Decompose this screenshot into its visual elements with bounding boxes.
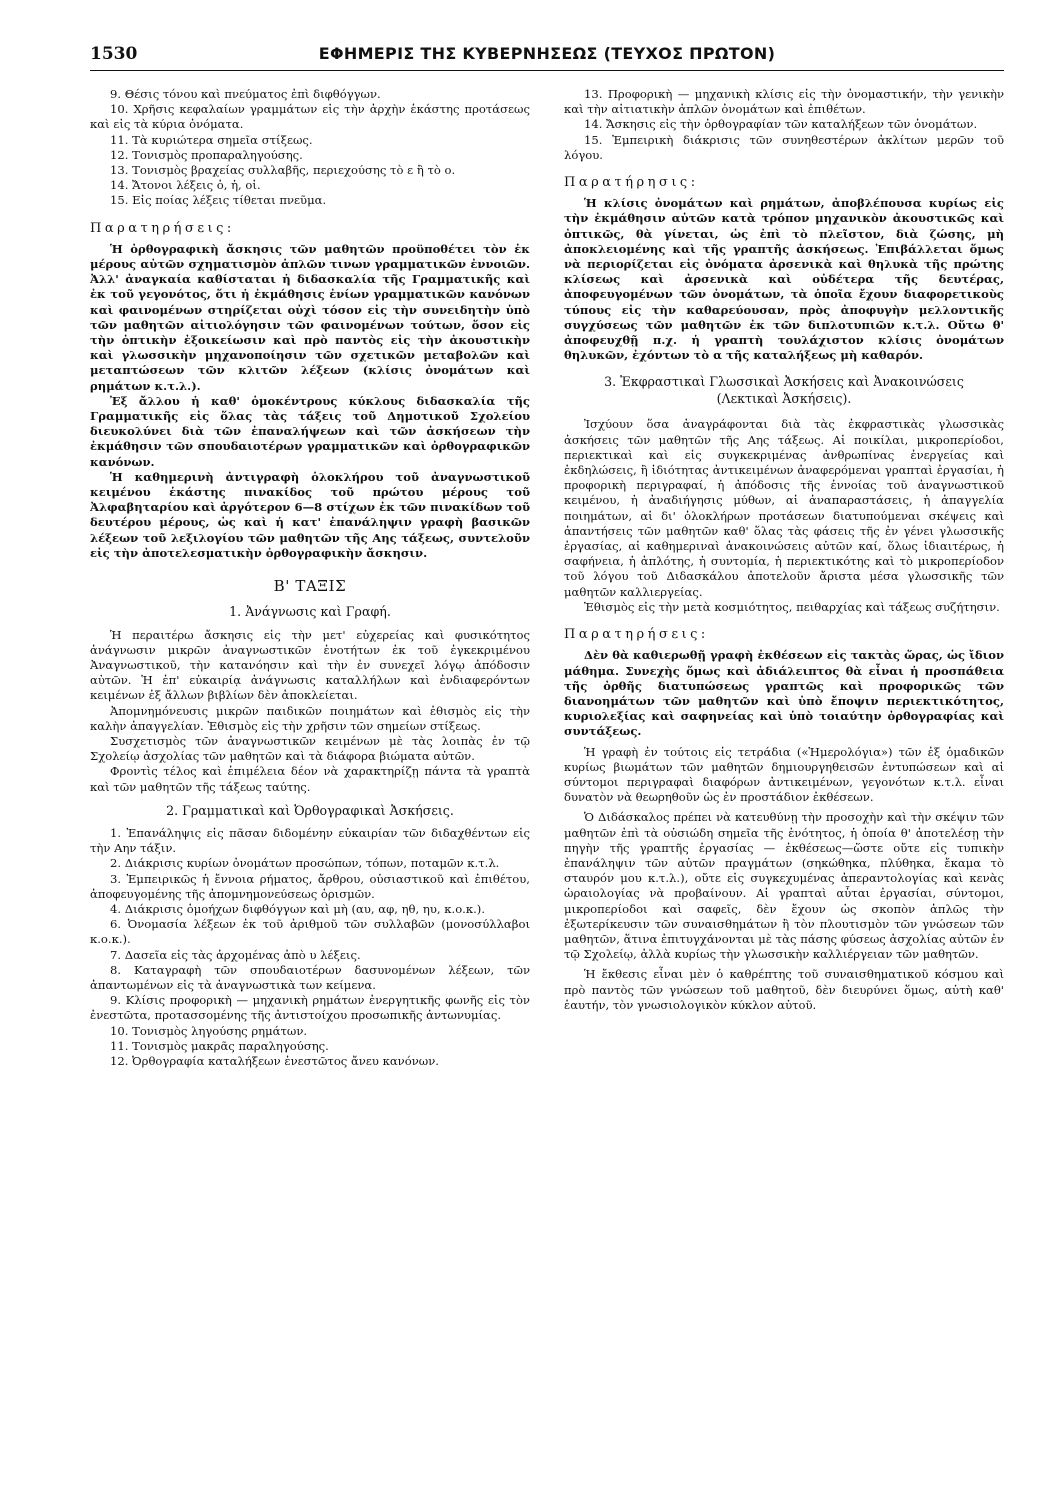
remarks-paragraph: Ἡ καθημερινὴ ἀντιγραφὴ ὁλοκλήρου τοῦ ἀναγνωστικοῦ κειμένου ἑκάστης πινακίδος τοῦ πρώτου μέρους τοῦ Ἀλφαβηταρίου καὶ ἀργότερον 6—8 στίχων ἐκ τῶν πινακίδων τοῦ δευτέρου μέρους, ὡς καὶ ἡ κατ' ἐπανάληψιν γραφὴ βασικῶν λέξεων τοῦ λεξιλογίου τῶν μαθητῶν τῆς Αης τάξεως, συντελοῦν εἰς τὴν ἀποτελεσματικὴν ὀρθογραφικὴν ἄσκησιν. [90,469,530,560]
list-item: 15. Εἰς ποίας λέξεις τίθεται πνεῦμα. [110,193,327,208]
list-item: 13. Τονισμὸς βραχείας συλλαβῆς, περιεχούσης τὸ ε ἢ τὸ ο. [110,163,456,178]
remark-paragraph: Ἡ κλίσις ὀνομάτων καὶ ρημάτων, ἀποβλέπουσα κυρίως εἰς τὴν ἐκμάθησιν αὐτῶν κατὰ τρόπον μηχανικὸν ἀκουστικῶς καὶ ὀπτικῶς, θὰ γίνεται, ὡς ἐπὶ τὸ πλεῖστον, διὰ ζώσης, μὴ ἀποκλειομένης καὶ τῆς γραπτῆς ἀσκήσεως. Ἐπιβάλλεται ὅμως νὰ περιορίζεται εἰς ὀνόματα ἀρσενικὰ καὶ θηλυκὰ τῆς πρώτης κλίσεως καὶ ἀρσενικὰ καὶ οὐδέτερα τῆς δευτέρας, ἀποφευγομένων τῶν ὀνομάτων, τὰ ὁποῖα ἔχουν διαφορετικοὺς τύπους εἰς τὴν καθαρεύουσαν, πρὸς ἀποφυγὴν μελλοντικῆς συγχύσεως τῶν μαθητῶν ἐκ τῶν διπλοτυπιῶν κ.τ.λ. Οὕτω θ' ἀποφευχθῇ π.χ. ἡ γραπτὴ τουλάχιστον κλίσις ὀνομάτων θηλυκῶν, ἐχόντων τὸ α τῆς καταλήξεως μὴ καθαρόν. [564,196,1004,363]
subsection-title: 1. Ἀνάγνωσις καὶ Γραφή. [229,604,391,620]
remarks-paragraph: Δὲν θὰ καθιερωθῇ γραφὴ ἐκθέσεων εἰς τακτὰς ὥρας, ὡς ἴδιον μάθημα. Συνεχὴς ὅμως καὶ ἀδιάλειπτος θὰ εἶναι ἡ προσπάθεια τῆς ὀρθῆς διατυπώσεως γραπτῶς καὶ προφορικῶς τῶν διανοημάτων τῶν μαθητῶν καὶ ὑπὸ ἔποψιν περιεκτικότητος, κυριολεξίας καὶ σαφηνείας καὶ ὑπὸ τοιαύτην ὀρθογραφίας καὶ συντάξεως. [564,648,1004,739]
body-paragraph: Ἡ περαιτέρω ἄσκησις εἰς τὴν μετ' εὐχερείας καὶ φυσικότητος ἀνάγνωσιν μικρῶν ἀναγνωστικῶν ἑνοτήτων ἐκ τοῦ ἐγκεκριμένου Ἀναγνωστικοῦ, τὴν κατανόησιν καὶ τὴν ἐν συνεχεῖ λόγῳ ἀπόδοσιν αὐτῶν. Ἡ ἐπ' εὐκαιρίᾳ ἀνάγνωσις καταλλήλων καὶ ἐνδιαφερόντων κειμένων ἐξ ἄλλων βιβλίων δὲν ἀποκλείεται. [90,627,530,703]
list-item: 14. Ἄσκησις εἰς τὴν ὀρθογραφίαν τῶν καταλήξεων τῶν ὀνομάτων. [584,117,978,132]
list-item: 15. Ἐμπειρικὴ διάκρισις τῶν συνηθεστέρων ἀκλίτων μερῶν τοῦ λόγου. [564,132,1004,162]
right-top-list [564,87,1004,163]
grammar-exercises-list [90,826,530,1069]
subsection-title: 3. Ἐκφραστικαὶ Γλωσσικαὶ Ἀσκήσεις καὶ Ἀνακοινώσεις (Λεκτικαὶ Ἀσκήσεις). [604,374,964,407]
right-column [564,87,1004,1069]
list-item: 10. Τονισμὸς ληγούσης ρημάτων. [110,1023,308,1038]
list-item: 6. Ὀνομασία λέξεων ἐκ τοῦ ἀριθμοῦ τῶν συλλαβῶν (μονοσύλλαβοι κ.ο.κ.). [90,917,530,947]
page-number: 1530 [90,44,138,64]
list-item: 11. Τονισμὸς μακρᾶς παραληγούσης. [110,1038,329,1053]
body-paragraph: Συσχετισμὸς τῶν ἀναγνωστικῶν κειμένων μὲ τὰς λοιπὰς ἐν τῷ Σχολείῳ ἀσχολίας τῶν μαθητῶν καὶ τὰ διάφορα βιώματα αὐτῶν. [90,733,530,764]
remark-heading: Παρατήρησις: [564,175,699,191]
page-header [90,38,1004,71]
remarks-heading: Παρατηρήσεις: [564,627,709,643]
list-item: 1. Ἐπανάληψις εἰς πᾶσαν διδομένην εὐκαιρίαν τῶν διδαχθέντων εἰς τὴν Αην τάξιν. [90,825,530,856]
remarks-paragraph: Ἡ ἔκθεσις εἶναι μὲν ὁ καθρέπτης τοῦ συναισθηματικοῦ κόσμου καὶ πρὸ παντὸς τῶν γνώσεων τοῦ μαθητοῦ, δὲν διευρύνει ὅμως, αὐτὴ καθ' ἑαυτήν, τὸν γνωσιολογικὸν κύκλον αὐτοῦ. [564,967,1004,1012]
remarks-paragraph: Ἐξ ἄλλου ἡ καθ' ὁμοκέντρους κύκλους διδασκαλία τῆς Γραμματικῆς εἰς ὅλας τὰς τάξεις τοῦ Δημοτικοῦ Σχολείου διευκολύνει διὰ τῶν ἐπαναλήψεων καὶ τῶν ἀσκήσεων τὴν ἐκμάθησιν τῶν σπουδαιοτέρων γραμματικῶν καὶ ὀρθογραφικῶν κανόνων. [90,393,530,469]
list-item: 2. Διάκρισις κυρίων ὀνομάτων προσώπων, τόπων, ποταμῶν κ.τ.λ. [110,856,500,871]
remarks-paragraph: Ἡ γραφὴ ἐν τούτοις εἰς τετράδια («Ἡμερολόγια») τῶν ἐξ ὁμαδικῶν κυρίως βιωμάτων τῶν μαθητῶν δημιουργηθεισῶν ἐντυπώσεων καὶ αἱ σύντομοι περιγραφαὶ διαφόρων ἀντικειμένων, γεγονότων κ.τ.λ. εἶναι δυνατὸν νὰ θεωρηθοῦν ὡς ἐν προστάδιον ἐκθέσεων. [564,744,1004,805]
remarks-paragraph: Ὁ Διδάσκαλος πρέπει νὰ κατευθύνῃ τὴν προσοχὴν καὶ τὴν σκέψιν τῶν μαθητῶν ἐπὶ τὰ οὐσιώδη σημεῖα τῆς ἑνότητος, ἡ ὁποία θ' ἀποτελέσῃ τὴν πηγὴν τῆς γραπτῆς ἐργασίας — ἐκθέσεως—ὥστε οὔτε εἰς τυπικὴν ἐπανάληψιν τῶν αὐτῶν πραγμάτων (σηκώθηκα, πλύθηκα, ἔκαμα τὸ σταυρόν μου κ.τ.λ.), οὔτε εἰς συγκεχυμένας ἀπεραντολογίας καὶ κενὰς ὡραιολογίας νὰ προβαίνουν. Αἱ γραπταὶ αὗται ἐργασίαι, σύντομοι, μικροπερίοδοι καὶ σαφεῖς, δὲν ἔχουν ὡς σκοπὸν ἁπλῶς τὴν ἐξωτερίκευσιν τῶν συναισθημάτων ἢ τὸν πλουτισμὸν τῶν γνώσεων τῶν μαθητῶν, ἅτινα ἐπιτυγχάνονται μὲ τὰς πάσης φύσεως ἀσχολίας αὐτῶν ἐν τῷ Σχολείῳ, ἀλλὰ κυρίως τὴν γλωσσικὴν καλλιέργειαν τῶν μαθητῶν. [564,810,1004,962]
left-column [90,87,530,1069]
body-paragraph: Ἀπομνημόνευσις μικρῶν παιδικῶν ποιημάτων καὶ ἐθισμὸς εἰς τὴν καλὴν ἀπαγγελίαν. Ἐθισμὸς εἰς τὴν χρῆσιν τῶν σημείων στίξεως. [90,703,530,733]
list-item: 12. Τονισμὸς προπαραληγούσης. [110,147,303,162]
list-item: 9. Θέσις τόνου καὶ πνεύματος ἐπὶ διφθόγγων. [110,87,381,101]
list-item: 7. Δασεῖα εἰς τὰς ἀρχομένας ἀπὸ υ λέξεις. [110,947,361,962]
body-paragraph: Ἐθισμὸς εἰς τὴν μετὰ κοσμιότητος, πειθαρχίας καὶ τάξεως συζήτησιν. [584,599,1000,614]
list-item: 13. Προφορικὴ — μηχανικὴ κλίσις εἰς τὴν ὀνομαστικήν, τὴν γενικὴν καὶ τὴν αἰτιατικὴν ἁπλῶν ὀνομάτων καὶ ἐπιθέτων. [564,87,1004,117]
list-item: 4. Διάκρισις ὁμοήχων διφθόγγων καὶ μὴ (αυ, αφ, ηθ, ηυ, κ.ο.κ.). [110,901,486,916]
body-paragraph: Φροντὶς τέλος καὶ ἐπιμέλεια δέον νὰ χαρακτηρίζῃ πάντα τὰ γραπτὰ καὶ τῶν μαθητῶν τῆς τάξεως ταύτης. [90,764,530,794]
subsection-title: 2. Γραμματικαὶ καὶ Ὀρθογραφικαὶ Ἀσκήσεις. [166,802,454,818]
list-item: 11. Τὰ κυριώτερα σημεῖα στίξεως. [110,132,313,147]
list-item: 3. Ἐμπειρικῶς ἡ ἔννοια ρήματος, ἄρθρου, οὐσιαστικοῦ καὶ ἐπιθέτου, ἀποφευγομένης τῆς ἀπομνημονεύσεως ὁρισμῶν. [90,871,530,901]
remarks-heading: Παρατηρήσεις: [90,220,235,236]
list-item: 14. Ἄτονοι λέξεις ὁ, ἡ, οἱ. [110,178,261,193]
remarks-paragraph: Ἡ ὀρθογραφικὴ ἄσκησις τῶν μαθητῶν προϋποθέτει τὸν ἐκ μέρους αὐτῶν σχηματισμὸν ἁπλῶν τινων γραμματικῶν ἐννοιῶν. Ἀλλ' ἀναγκαία καθίσταται ἡ διδασκαλία τῆς Γραμματικῆς καὶ ἐκ τοῦ γεγονότος, ὅτι ἡ ἐκμάθησις ἐνίων γραμματικῶν κανόνων καὶ φαινομένων στηρίζεται οὐχὶ τόσον εἰς τὴν συνειδητὴν ὑπὸ τῶν μαθητῶν αἰτιολόγησιν τῶν φαινομένων τούτων, ὅσον εἰς τὴν ὀπτικὴν ἐξοικείωσιν καὶ πρὸ παντὸς εἰς τὴν ἀκουστικὴν καὶ γλωσσικὴν μηχανοποίησιν τῶν σχετικῶν μεταβολῶν καὶ μεταπτώσεων τῶν κλιτῶν λέξεων (κλίσις ὀνομάτων καὶ ρημάτων κ.τ.λ.). [90,241,530,393]
class-title: Β' ΤΑΞΙΣ [273,577,347,596]
list-item: 8. Καταγραφὴ τῶν σπουδαιοτέρων δασυνομένων λέξεων, τῶν ἀπαντωμένων εἰς τὰ ἀναγνωστικὰ των κείμενα. [90,962,530,992]
body-paragraph: Ἰσχύουν ὅσα ἀναγράφονται διὰ τὰς ἐκφραστικὰς γλωσσικὰς ἀσκήσεις τῶν μαθητῶν τῆς Αης τάξεως. Αἱ ποικίλαι, μικροπερίοδοι, περιεκτικαὶ καὶ εἰς συγκεκριμένας ἀνθρωπίνας ἐνεργείας καὶ ἐκδηλώσεις, ἢ ἰδιότητας ἀντικειμένων ἀναφερόμεναι γραπταὶ ἐργασίαι, ἡ προφορικὴ περιγραφαί, ἡ ἀπόδοσις τῆς ἐννοίας τοῦ ἀναγνωστικοῦ κειμένου, ἡ ἀναδιήγησις μύθων, αἱ ἀναπαραστάσεις, ἡ ἀπαγγελία ποιημάτων, αἱ δι' ὁλοκλήρων προτάσεων διατυπούμεναι σκέψεις καὶ ἀπαντήσεις τῶν μαθητῶν καθ' ὅλας τὰς φάσεις τῆς ἐν γένει γλωσσικῆς ἐργασίας, αἱ καθημεριναὶ ἀνακοινώσεις αὐτῶν καί, ὅλως ἰδιαιτέρως, ἡ σαφήνεια, ἡ ἁπλότης, ἡ συντομία, ἡ περιεκτικότης καὶ τὸ μικροπερίοδον τοῦ λόγου τοῦ Διδασκάλου ἀποτελοῦν ἄριστα μέσα γλωσσικῆς τῶν μαθητῶν καλλιεργείας. [564,417,1004,599]
journal-title: ΕΦΗΜΕΡΙΣ ΤΗΣ ΚΥΒΕΡΝΗΣΕΩΣ (ΤΕΥΧΟΣ ΠΡΩΤΟΝ) [318,44,776,63]
left-top-list [90,87,530,209]
list-item: 12. Ὀρθογραφία καταλήξεων ἐνεστῶτος ἄνευ κανόνων. [110,1053,439,1068]
list-item: 10. Χρῆσις κεφαλαίων γραμμάτων εἰς τὴν ἀρχὴν ἑκάστης προτάσεως καὶ εἰς τὰ κύρια ὀνόματα. [90,102,530,132]
list-item: 9. Κλίσις προφορικὴ — μηχανικὴ ρημάτων ἐνεργητικῆς φωνῆς εἰς τὸν ἐνεστῶτα, προτασσομένης τῆς ἀντιστοίχου προσωπικῆς ἀντωνυμίας. [90,993,530,1023]
two-column-body [90,87,1004,1069]
